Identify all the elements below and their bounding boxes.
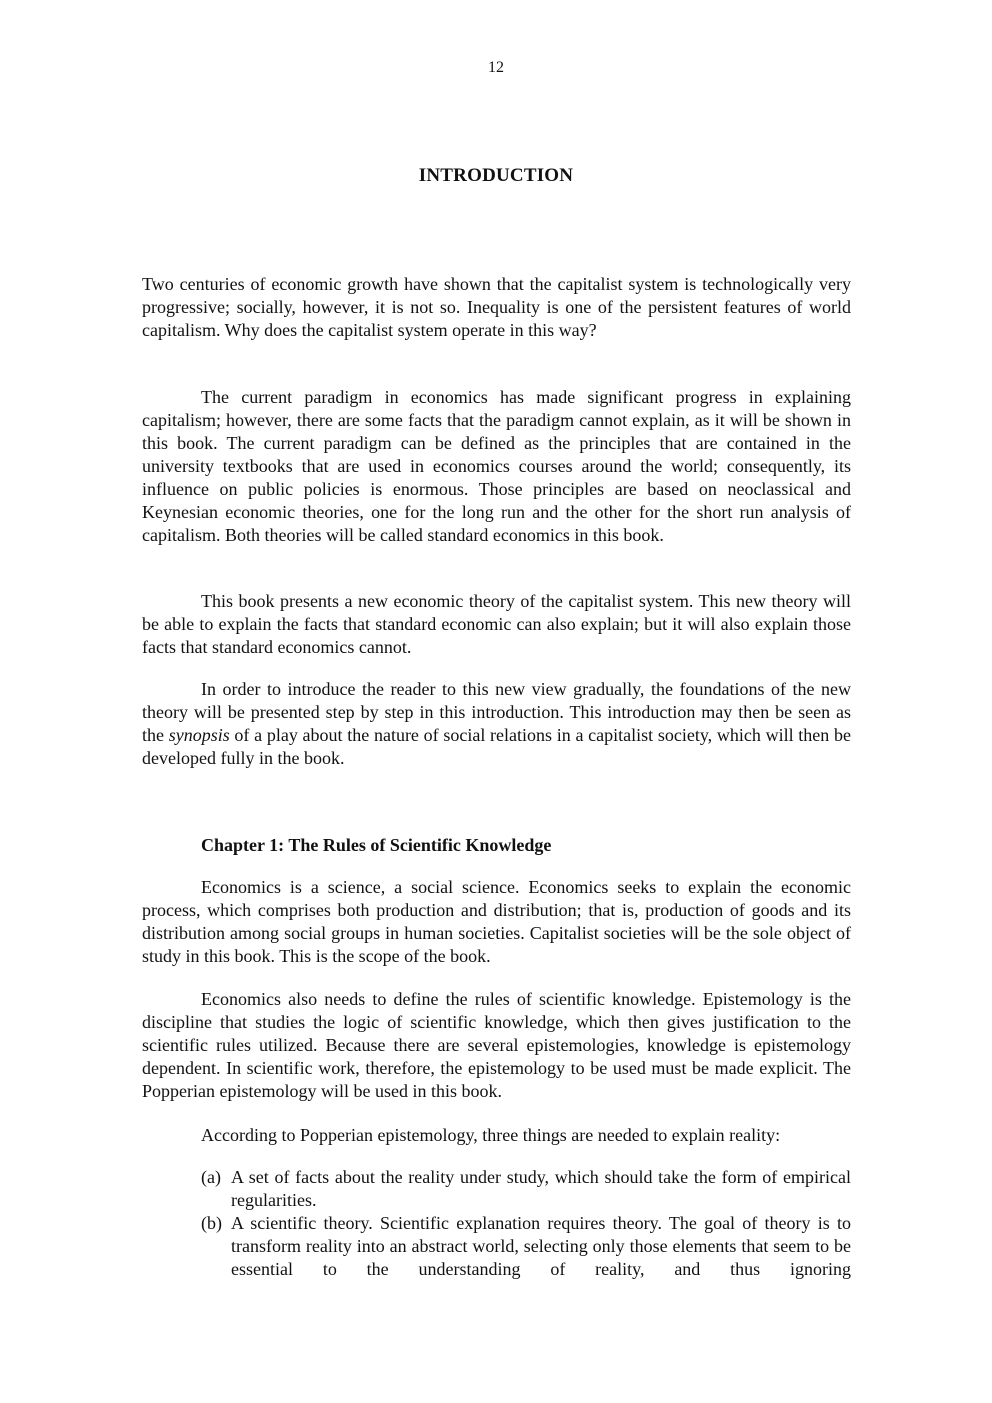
page-number: 12	[488, 59, 504, 76]
chapter-paragraph-1: Economics is a science, a social science. Economics seeks to explain the economic process, which comprises both production and distribution; that is, production of goods and its distribution among social groups in human societies. Capitalist societies will be the sole object of study in this book. This is the scope of the book.	[142, 877, 851, 966]
intro-section-3	[142, 590, 851, 659]
synopsis-emphasis: synopsis	[168, 725, 230, 745]
popperian-requirements-list	[201, 1166, 851, 1281]
chapter-paragraph-2: Economics also needs to define the rules of scientific knowledge. Epistemology is the discipline that studies the logic of scientific knowledge, which then gives justification to the scientific rules utilized. Because there are several epistemologies, knowledge is epistemology dependent. In scientific work, therefore, the epistemology to be used must be made explicit. The Popperian epistemology will be used in this book.	[142, 989, 851, 1101]
intro-section-4	[142, 678, 851, 770]
list-marker-b: (b)	[201, 1213, 222, 1233]
chapter-section-2	[142, 988, 851, 1103]
intro-section	[142, 273, 851, 342]
chapter-paragraph-3: According to Popperian epistemology, three things are needed to explain reality:	[201, 1125, 781, 1145]
list-item-b	[201, 1212, 851, 1281]
chapter-heading: Chapter 1: The Rules of Scientific Knowledge	[201, 835, 552, 855]
list-marker-a: (a)	[201, 1167, 221, 1187]
chapter-section-3	[142, 1124, 851, 1147]
intro-paragraph-4-after: of a play about the nature of social relations in a capitalist society, which will then be developed fully in the book.	[142, 725, 851, 768]
intro-paragraph-3: This book presents a new economic theory of the capitalist system. This new theory will be able to explain the facts that standard economic can also explain; but it will also explain those facts that standard economics cannot.	[142, 591, 851, 657]
chapter-section-1	[142, 876, 851, 968]
list-item-a	[201, 1166, 851, 1212]
list-text-a: A set of facts about the reality under study, which should take the form of empirical regularities.	[231, 1167, 851, 1210]
intro-paragraph-4	[142, 678, 851, 770]
intro-paragraph-2: The current paradigm in economics has made significant progress in explaining capitalism; however, there are some facts that the paradigm cannot explain, as it will be shown in this book. The current paradigm can be defined as the principles that are contained in the university textbooks that are used in economics courses around the world; consequently, its influence on public policies is enormous. Those principles are based on neoclassical and Keynesian economic theories, one for the long run and the other for the short run analysis of capitalism. Both theories will be called standard economics in this book.	[142, 387, 851, 545]
list-text-b: A scientific theory. Scientific explanation requires theory. The goal of theory is to transform reality into an abstract world, selecting only those elements that seem to be essential to the understanding of reality, and thus ignoring	[231, 1213, 851, 1279]
page-title: INTRODUCTION	[418, 165, 574, 186]
intro-section-2	[142, 386, 851, 547]
intro-paragraph-1: Two centuries of economic growth have shown that the capitalist system is technologically very progressive; socially, however, it is not so. Inequality is one of the persistent features of world capitalism. Why does the capitalist system operate in this way?	[142, 274, 851, 340]
intro-paragraph-4-before: In order to introduce the reader to this new view gradually, the foundations of the new theory will be presented step by step in this introduction. This introduction may then be seen as the	[142, 679, 851, 745]
